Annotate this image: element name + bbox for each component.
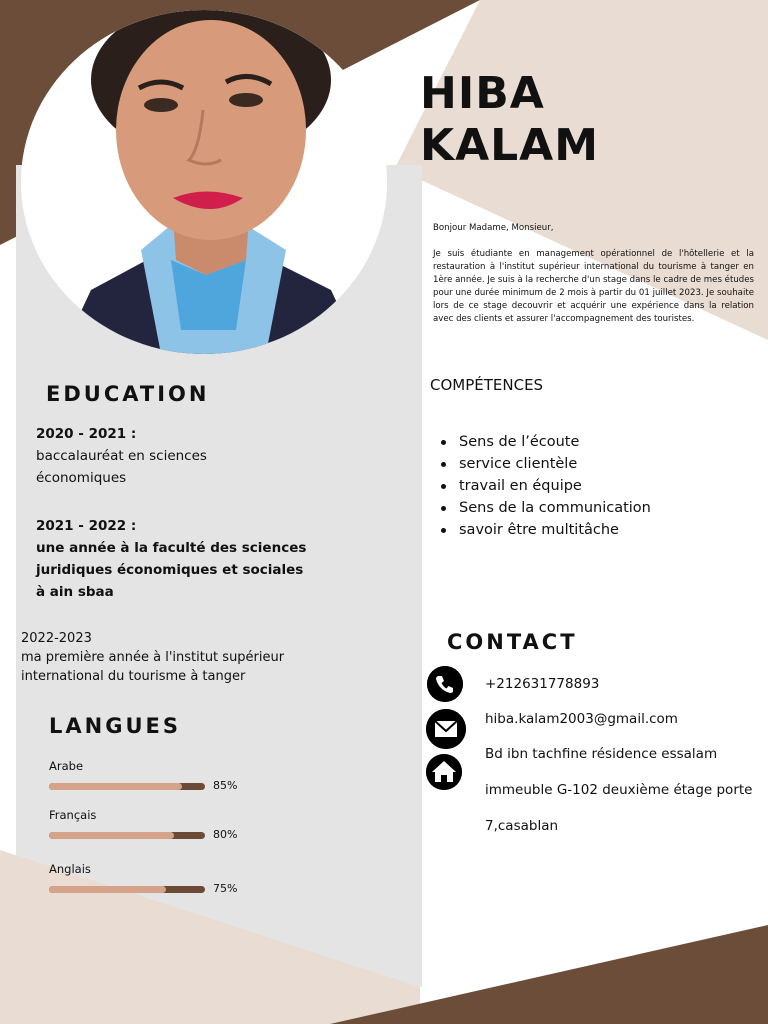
contact-phone: +212631778893 <box>485 676 600 692</box>
contact-address-line-3: 7,casablan <box>485 818 559 834</box>
language-bar-francais <box>49 832 205 839</box>
language-name-francais: Français <box>49 808 97 822</box>
skill-item: savoir être multitâche <box>440 519 651 541</box>
education-entry-1 <box>36 423 236 489</box>
language-percent-arabe: 85% <box>213 779 238 792</box>
skill-item: Sens de la communication <box>440 497 651 519</box>
profile-photo <box>21 10 387 354</box>
skill-item: service clientèle <box>440 453 651 475</box>
email-icon <box>426 709 466 749</box>
education-entry-1-text: baccalauréat en sciences économiques <box>36 448 207 486</box>
education-entry-1-years: 2020 - 2021 : <box>36 426 137 442</box>
cover-letter <box>433 222 754 339</box>
education-entry-2-text: une année à la faculté des sciences juridiques économiques et sociales à ain sbaa <box>36 540 307 600</box>
letter-greeting: Bonjour Madame, Monsieur, <box>433 223 554 233</box>
skill-item: Sens de l’écoute <box>440 431 651 453</box>
skills-title: COMPÉTENCES <box>430 376 544 394</box>
phone-icon <box>427 666 463 702</box>
education-entry-2-years: 2021 - 2022 : <box>36 518 137 534</box>
contact-email: hiba.kalam2003@gmail.com <box>485 711 678 727</box>
education-entry-3 <box>21 629 311 686</box>
education-title: EDUCATION <box>46 382 210 406</box>
language-bar-fill <box>49 832 174 839</box>
contact-address-line-1: Bd ibn tachfine résidence essalam <box>485 746 718 762</box>
home-icon <box>426 754 462 790</box>
letter-body: Je suis étudiante en management opérationnel de l'hôtellerie et la restauration à l'institut supérieur international du tourisme à tanger en 1ère année. Je suis à la recherche d'un stage dans le cadre de mes études pour une durée minimum de 2 mois à partir du 01 juillet 2023. Je souhaite lors de ce stage decouvrir et acquérir une expérience dans la relation avec des clients et assurer l'accompagnement des touristes. <box>433 249 754 324</box>
education-entry-2 <box>36 515 308 603</box>
education-entry-3-years: 2022-2023 <box>21 631 92 646</box>
language-bar-anglais <box>49 886 205 893</box>
language-bar-arabe <box>49 783 205 790</box>
language-percent-francais: 80% <box>213 828 238 841</box>
portrait-image <box>21 10 387 354</box>
candidate-name <box>420 68 599 172</box>
contact-address-line-2: immeuble G-102 deuxième étage porte <box>485 782 753 798</box>
education-entry-3-text: ma première année à l'institut supérieur international du tourisme à tanger <box>21 650 285 684</box>
language-name-anglais: Anglais <box>49 862 91 876</box>
last-name: KALAM <box>420 120 600 171</box>
contact-title: CONTACT <box>447 630 578 654</box>
language-name-arabe: Arabe <box>49 759 84 773</box>
skill-item: travail en équipe <box>440 475 651 497</box>
language-bar-fill <box>49 886 166 893</box>
languages-title: LANGUES <box>49 714 181 738</box>
language-bar-fill <box>49 783 182 790</box>
first-name: HIBA <box>420 68 545 119</box>
language-percent-anglais: 75% <box>213 882 238 895</box>
skills-list <box>440 431 651 541</box>
